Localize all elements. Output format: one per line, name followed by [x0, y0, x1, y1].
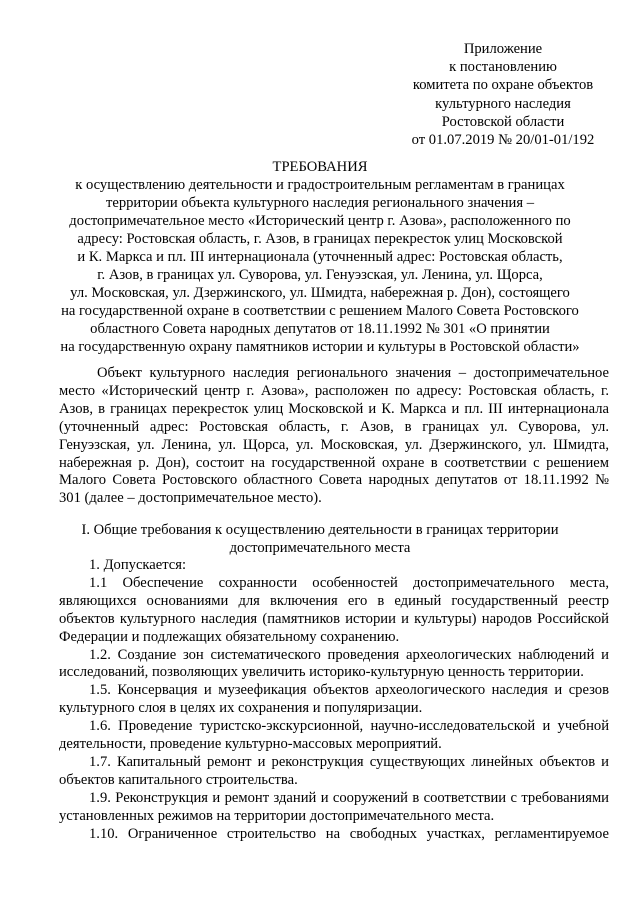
title-line: адресу: Ростовская область, г. Азов, в границах перекресток улиц Московской	[77, 231, 563, 247]
clause-paragraph: 1.7. Капитальный ремонт и реконструкция существующих линейных объектов и объектов капитального строительства.	[59, 753, 609, 788]
section-title-line: достопримечательного места	[229, 540, 411, 556]
section-title-line: I. Общие требования к осуществлению деятельности в границах территории	[81, 522, 559, 538]
appendix-line: комитета по охране объектов	[412, 77, 594, 94]
clause-paragraph: 1.10. Ограниченное строительство на свободных участках, регламентируемое	[89, 825, 609, 842]
title-line: к осуществлению деятельности и градостроительным регламентам в границах	[75, 177, 565, 193]
appendix-line: культурного наследия	[435, 95, 571, 112]
section-title	[0, 521, 640, 557]
clause-paragraph: 1.5. Консервация и музеефикация объектов археологического наследия и срезов культурного слоя в целях их сохранения и популяризации.	[59, 682, 609, 717]
document-title	[0, 158, 640, 356]
appendix-line: Ростовской области	[441, 113, 565, 130]
section-body	[59, 557, 609, 844]
clause-paragraph: 1.2. Создание зон систематического проведения археологических наблюдений и исследований, позволяющих увеличить историко-культурную ценность территории.	[59, 646, 609, 681]
title-line: достопримечательное место «Исторический центр г. Азова», расположенного по	[69, 213, 571, 229]
title-line: областного Совета народных депутатов от 18.11.1992 № 301 «О принятии	[90, 321, 550, 337]
title-line: и К. Маркса и пл. III интернационала (уточненный адрес: Ростовская область,	[77, 249, 563, 265]
appendix-line: от 01.07.2019 № 20/01-01/192	[411, 132, 595, 149]
clause-paragraph: 1.1 Обеспечение сохранности особенностей достопримечательного места, являющихся основаниями для включения его в единый государственный реестр объектов культурного наследия (памятников истории и культуры) народов Российской Федерации и подлежащих обязательному сохранению.	[59, 574, 609, 645]
appendix-line: Приложение	[463, 41, 543, 57]
appendix-block	[398, 40, 608, 149]
title-line: на государственную охрану памятников истории и культуры в Ростовской области»	[60, 339, 580, 355]
appendix-line: к постановлению	[449, 59, 557, 76]
title-line: г. Азов, в границах ул. Суворова, ул. Генуэзская, ул. Ленина, ул. Щорса,	[97, 267, 543, 283]
title-line: территории объекта культурного наследия регионального значения –	[105, 195, 535, 211]
title-heading: ТРЕБОВАНИЯ	[272, 159, 368, 175]
clause-paragraph: 1. Допускается:	[89, 557, 187, 573]
intro-paragraph: Объект культурного наследия регионального значения – достопримечательное место «Исторический центр г. Азова», расположен по адресу: Ростовская область, г. Азов, в границах перекресток улиц Московской и К. Маркса и пл. III интернационала (уточненный адрес: Ростовская область, г. Азов, в границах ул. Суворова, ул. Генуэзская, ул. Ленина, ул. Щорса, ул. Московская, ул. Дзержинского, ул. Шмидта, набережная р. Дон), состоит на государственной охране в соответствии с решением Малого Совета Ростовского областного Совета народных депутатов от 18.11.1992 № 301 (далее – достопримечательное место).	[59, 365, 609, 507]
title-line: ул. Московская, ул. Дзержинского, ул. Шмидта, набережная р. Дон), состоящего	[70, 285, 570, 301]
title-line: на государственной охране в соответствии с решением Малого Совета Ростовского	[61, 303, 579, 319]
clause-paragraph: 1.6. Проведение туристско-экскурсионной, научно-исследовательской и учебной деятельности, проведение культурно-массовых мероприятий.	[59, 718, 609, 753]
clause-paragraph: 1.9. Реконструкция и ремонт зданий и сооружений в соответствии с требованиями установленных режимов на территории достопримечательного места.	[59, 789, 609, 824]
